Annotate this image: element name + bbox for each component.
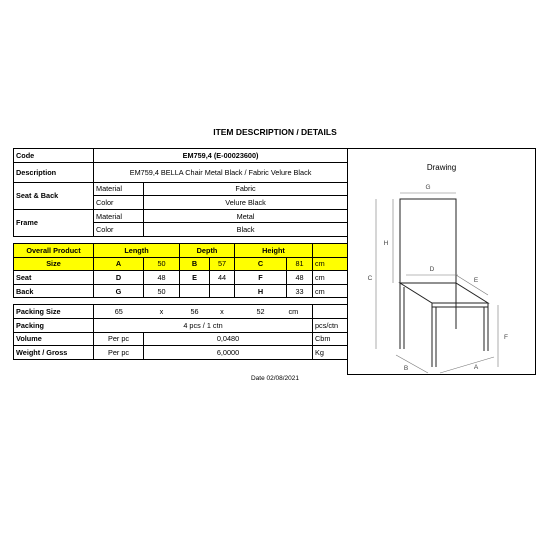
label-f: F <box>504 334 508 341</box>
height-header: Height <box>235 243 313 257</box>
code-value: EM759,4 (E-00023600) <box>94 149 348 163</box>
label-a: A <box>473 364 479 371</box>
chair-drawing <box>348 179 535 374</box>
description-value: EM759,4 BELLA Chair Metal Black / Fabric Velure Black <box>94 162 348 182</box>
spec-sheet <box>13 0 537 550</box>
key-f: F <box>235 271 287 285</box>
seat-label: Seat <box>14 271 94 285</box>
packing-x1: x <box>144 305 180 319</box>
label-g: G <box>425 184 431 191</box>
frame-label: Frame <box>14 209 94 236</box>
value-e: 44 <box>210 271 235 285</box>
drawing-title: Drawing <box>426 163 457 172</box>
label-e: E <box>473 277 479 284</box>
key-g: G <box>94 284 144 298</box>
key-d: D <box>94 271 144 285</box>
packing-width: 56 <box>180 305 210 319</box>
description-row <box>14 162 348 182</box>
key-c: C <box>235 257 287 271</box>
value-b: 57 <box>210 257 235 271</box>
code-label: Code <box>14 149 94 163</box>
frame-color-value: Black <box>144 223 348 237</box>
seat-row <box>14 271 348 285</box>
unit-back: cm <box>313 284 348 298</box>
weight-value: 6,0000 <box>144 346 313 360</box>
back-row <box>14 284 348 298</box>
unit-seat: cm <box>313 271 348 285</box>
key-e: E <box>180 271 210 285</box>
packing-label: Packing <box>14 318 94 332</box>
weight-unit: Kg <box>313 346 348 360</box>
drawing-panel <box>347 148 536 375</box>
weight-per: Per pc <box>94 346 144 360</box>
packing-size-unit: cm <box>287 305 313 319</box>
packing-length: 65 <box>94 305 144 319</box>
value-a: 50 <box>144 257 180 271</box>
volume-unit: Cbm <box>313 332 348 346</box>
weight-row <box>14 346 348 360</box>
length-header: Length <box>94 243 180 257</box>
key-h: H <box>235 284 287 298</box>
seat-material-row <box>14 182 348 196</box>
dims-header-row <box>14 243 348 257</box>
packing-row <box>14 318 348 332</box>
frame-material-value: Metal <box>144 209 348 223</box>
back-label: Back <box>14 284 94 298</box>
volume-per: Per pc <box>94 332 144 346</box>
unit-overall: cm <box>313 257 348 271</box>
description-label: Description <box>14 162 94 182</box>
packing-value: 4 pcs / 1 ctn <box>94 318 313 332</box>
value-c: 81 <box>287 257 313 271</box>
key-a: A <box>94 257 144 271</box>
seat-shape <box>400 283 488 303</box>
packing-height: 52 <box>235 305 287 319</box>
frame-material-label: Material <box>94 209 144 223</box>
seat-color-label: Color <box>94 196 144 210</box>
spec-table <box>13 148 348 360</box>
key-b: B <box>180 257 210 271</box>
seat-material-label: Material <box>94 182 144 196</box>
code-row <box>14 149 348 163</box>
backrest-shape <box>400 199 456 283</box>
label-d: D <box>429 266 435 273</box>
weight-label: Weight / Gross <box>14 346 94 360</box>
seat-back-label: Seat & Back <box>14 182 94 209</box>
value-g: 50 <box>144 284 180 298</box>
volume-value: 0,0480 <box>144 332 313 346</box>
frame-material-row <box>14 209 348 223</box>
overall-size-label-1: Overall Product <box>14 243 94 257</box>
packing-x2: x <box>210 305 235 319</box>
document-title: ITEM DESCRIPTION / DETAILS <box>213 127 337 137</box>
frame-color-label: Color <box>94 223 144 237</box>
label-b: B <box>403 365 409 372</box>
value-d: 48 <box>144 271 180 285</box>
volume-row <box>14 332 348 346</box>
value-h: 33 <box>287 284 313 298</box>
overall-row <box>14 257 348 271</box>
depth-header: Depth <box>180 243 235 257</box>
label-c: C <box>367 275 373 282</box>
overall-size-label-2: Size <box>14 257 94 271</box>
volume-label: Volume <box>14 332 94 346</box>
seat-color-value: Velure Black <box>144 196 348 210</box>
packing-unit: pcs/ctn <box>313 318 348 332</box>
document-date: Date 02/08/2021 <box>250 375 300 382</box>
packing-size-row <box>14 305 348 319</box>
label-h: H <box>383 240 389 247</box>
value-f: 48 <box>287 271 313 285</box>
seat-material-value: Fabric <box>144 182 348 196</box>
packing-size-label: Packing Size <box>14 305 94 319</box>
